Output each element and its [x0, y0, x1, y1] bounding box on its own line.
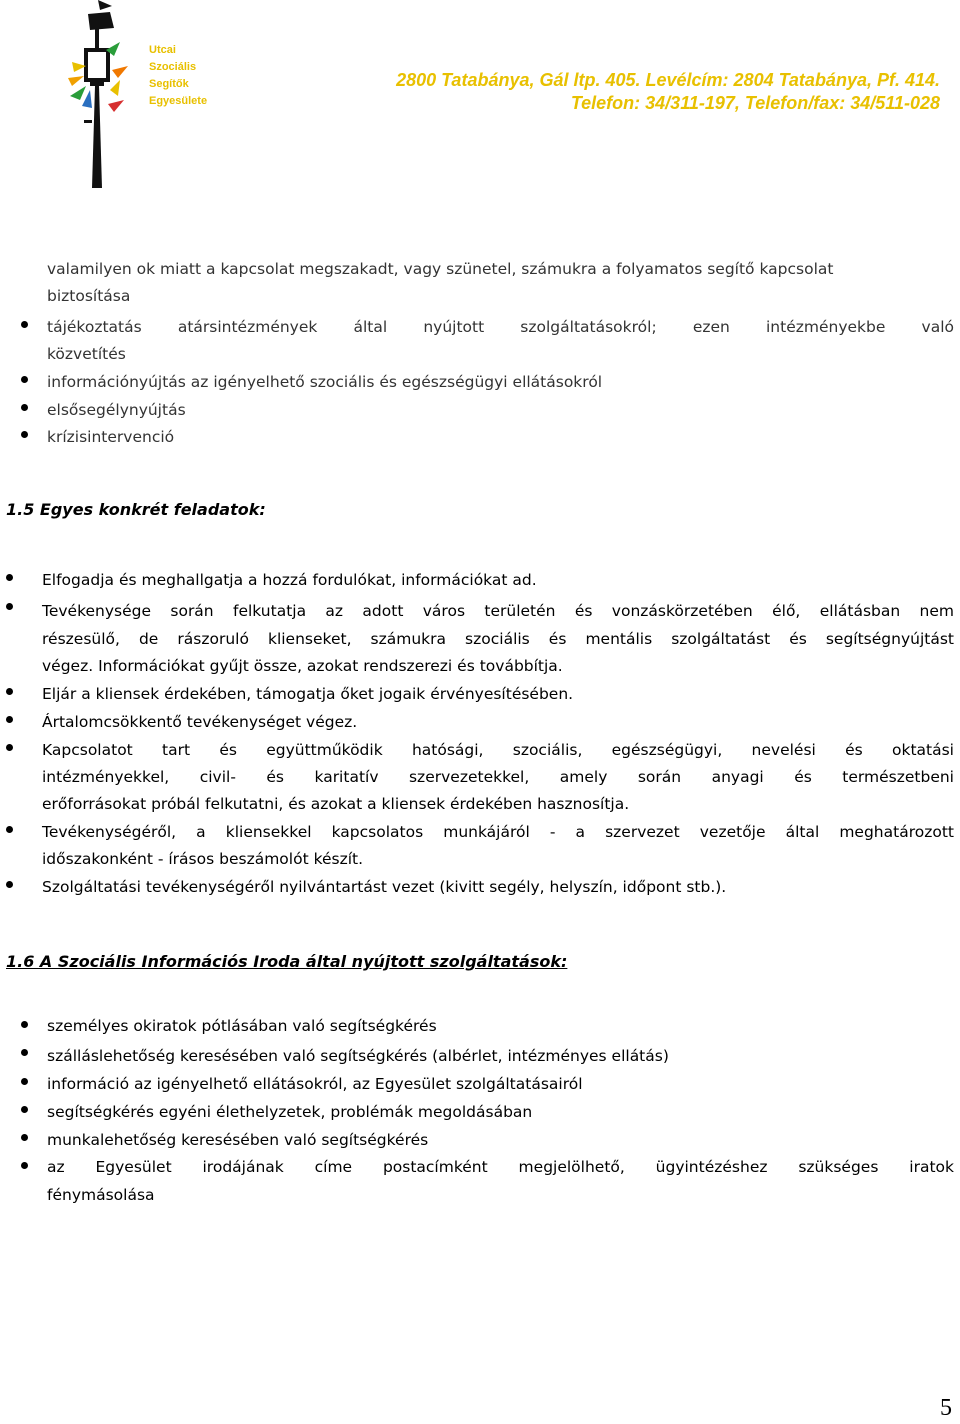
list-item: munkalehetőség keresésében való segítségkérés [47, 1131, 429, 1149]
list-item: információnyújtás az igényelhető szociális és egészségügyi ellátásokról [47, 373, 603, 391]
org-name-line: Szociális [149, 61, 197, 73]
list-item: Ártalomcsökkentő tevékenységet végez. [42, 713, 358, 731]
bullet-icon [6, 603, 13, 610]
header-phone: Telefon: 34/311-197, Telefon/fax: 34/511-028 [570, 93, 940, 113]
list-item-continuation: valamilyen ok miatt a kapcsolat megszakadt, vagy szünetel, számukra a folyamatos segítő kapcsolat [47, 260, 834, 278]
org-name-line: Utcai [149, 44, 176, 56]
bullet-icon [21, 431, 28, 438]
bullet-icon [6, 744, 13, 751]
list-item: Szolgáltatási tevékenységéről nyilvántartást vezet (kivitt segély, helyszín, időpont stb.). [42, 878, 727, 896]
bullet-icon [6, 716, 13, 723]
list-item: Elfogadja és meghallgatja a hozzá fordulókat, információkat ad. [42, 571, 537, 589]
list-item-continuation: intézményekkel, civil- és karitatív szervezetekkel, amely során anyagi és természetbeni [42, 768, 954, 786]
list-item: elsősegélynyújtás [47, 401, 186, 419]
bullet-icon [21, 1078, 28, 1085]
header-address: 2800 Tatabánya, Gál ltp. 405. Levélcím: 2804 Tatabánya, Pf. 414. [396, 70, 940, 90]
list-item: Kapcsolatot tart és együttműködik hatósági, szociális, egészségügyi, nevelési és oktatási [42, 741, 954, 759]
list-item: krízisintervenció [47, 428, 175, 446]
bullet-icon [6, 574, 13, 581]
section-heading: 1.5 Egyes konkrét feladatok: [6, 500, 266, 519]
bullet-icon [21, 1134, 28, 1141]
list-item: az Egyesület irodájának címe postacímként megjelölhető, ügyintézéshez szükséges iratok [47, 1158, 954, 1176]
bullet-icon [6, 826, 13, 833]
list-item-continuation: időszakonként - írásos beszámolót készít. [42, 850, 364, 868]
list-item: Tevékenysége során felkutatja az adott város területén és vonzáskörzetében élő, ellátásban nem [42, 602, 954, 620]
page-number: 5 [940, 1395, 952, 1421]
list-item: információ az igényelhető ellátásokról, az Egyesület szolgáltatásairól [47, 1075, 583, 1093]
org-name-line: Egyesülete [149, 95, 208, 107]
org-name-line: Segítők [149, 78, 189, 90]
list-item: személyes okiratok pótlásában való segítségkérés [47, 1017, 437, 1035]
bullet-icon [6, 881, 13, 888]
list-item-continuation: részesülő, de rászoruló klienseket, számukra szociális és mentális szolgáltatást és segítségnyújtást [42, 630, 954, 648]
bullet-icon [21, 1162, 28, 1169]
list-item: tájékoztatás atársintézmények által nyújtott szolgáltatásokról; ezen intézményekbe való [47, 318, 954, 336]
bullet-icon [21, 321, 28, 328]
bullet-icon [21, 404, 28, 411]
organization-logo [62, 0, 152, 190]
bullet-icon [6, 688, 13, 695]
list-item: Eljár a kliensek érdekében, támogatja őket jogaik érvényesítésében. [42, 685, 574, 703]
list-item-continuation: közvetítés [47, 345, 126, 363]
section-heading: 1.6 A Szociális Információs Iroda által nyújtott szolgáltatások: [6, 952, 568, 971]
bullet-icon [21, 1106, 28, 1113]
list-item-continuation: végez. Információkat gyűjt össze, azokat rendszerezi és továbbítja. [42, 657, 563, 675]
bullet-icon [21, 1049, 28, 1056]
list-item: Tevékenységéről, a kliensekkel kapcsolatos munkájáról - a szervezet vezetője által meghatározott [42, 823, 954, 841]
list-item-continuation: biztosítása [47, 287, 131, 305]
list-item: szálláslehetőség keresésében való segítségkérés (albérlet, intézményes ellátás) [47, 1047, 669, 1065]
bullet-icon [21, 1021, 28, 1028]
list-item-continuation: fénymásolása [47, 1186, 155, 1204]
list-item: segítségkérés egyéni élethelyzetek, problémák megoldásában [47, 1103, 533, 1121]
bullet-icon [21, 376, 28, 383]
list-item-continuation: erőforrásokat próbál felkutatni, és azokat a kliensek érdekében hasznosítja. [42, 795, 630, 813]
